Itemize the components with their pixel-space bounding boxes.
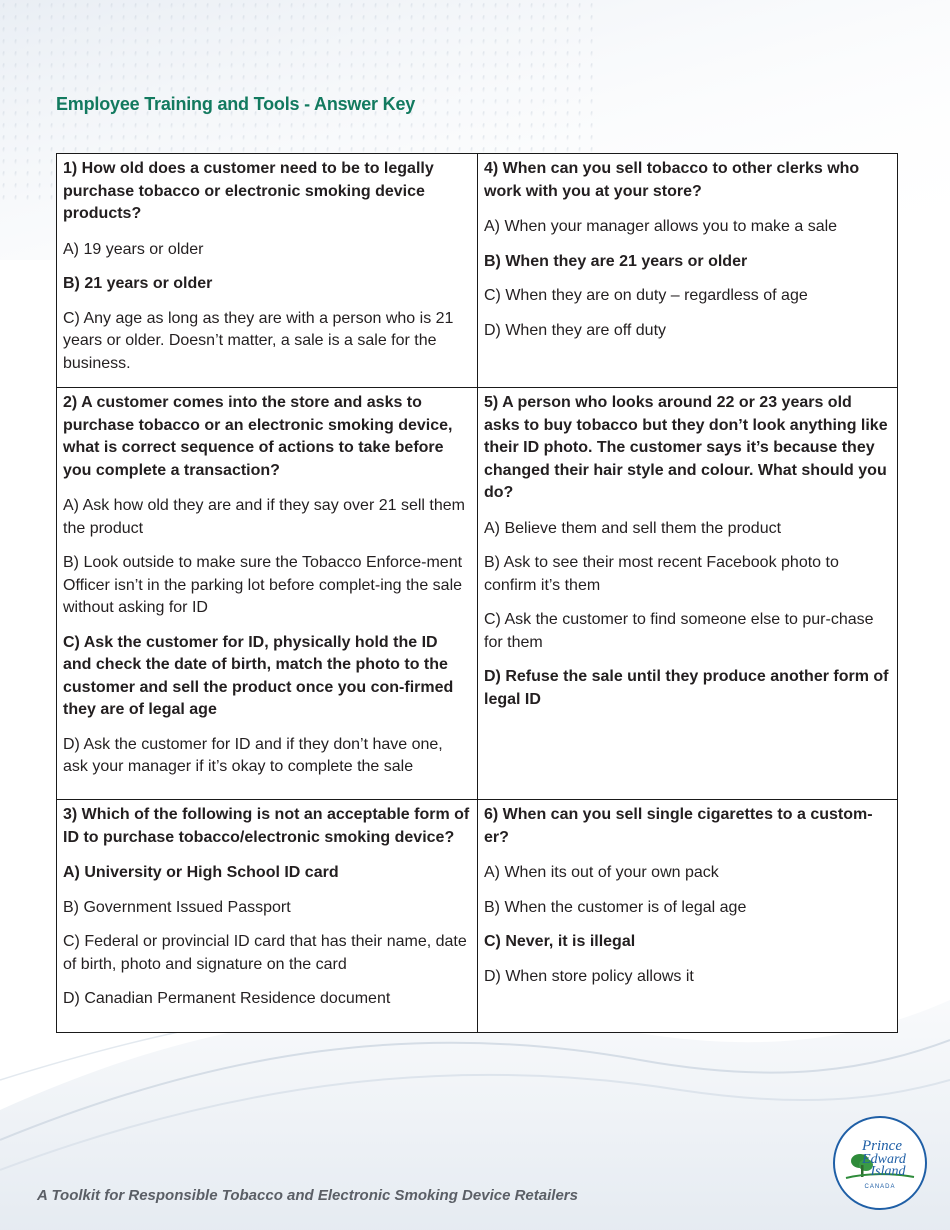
question-text: 3) Which of the following is not an acceptable form of ID to purchase tobacco/electronic smoking device? (63, 806, 470, 846)
correct-answer-option: B) When they are 21 years or older (484, 252, 748, 270)
question-text: 5) A person who looks around 22 or 23 years old asks to buy tobacco but they don’t look anything like their ID photo. The customer says it’s because they changed their hair style and colour. What should you do? (484, 394, 888, 501)
answer-option: D) When they are off duty (484, 321, 667, 339)
question-cell-4 (478, 154, 898, 388)
answer-option: D) Canadian Permanent Residence document (63, 990, 391, 1007)
logo-text-prince: Prince (862, 1138, 902, 1154)
answer-option: D) When store policy allows it (484, 967, 694, 985)
answer-option: C) When they are on duty – regardless of age (484, 287, 808, 304)
answer-option: C) Ask the customer to find someone else to pur-chase for them (484, 611, 874, 651)
answer-option: C) Federal or provincial ID card that has their name, date of birth, photo and signature on the card (63, 933, 467, 973)
page-title: Employee Training and Tools - Answer Key (56, 94, 416, 114)
answer-option: B) Look outside to make sure the Tobacco Enforce-ment Officer isn’t in the parking lot before complet-ing the sale without asking for ID (63, 554, 463, 616)
question-cell-1 (57, 154, 478, 388)
logo-text-canada: CANADA (864, 1184, 896, 1190)
question-cell-3 (57, 800, 478, 1033)
answer-option: B) Ask to see their most recent Facebook photo to confirm it’s them (484, 554, 839, 594)
answer-option: A) When your manager allows you to make a sale (484, 218, 838, 235)
answer-option: B) When the customer is of legal age (484, 898, 747, 916)
answer-option: A) Ask how old they are and if they say over 21 sell them the product (63, 497, 465, 537)
question-text: 2) A customer comes into the store and asks to purchase tobacco or an electronic smoking device, what is correct sequence of actions to take before you complete a transaction? (63, 394, 453, 479)
logo-text-island: Island (870, 1164, 906, 1179)
answer-option: A) Believe them and sell them the product (484, 519, 782, 537)
question-cell-5 (478, 388, 898, 800)
answer-option: B) Government Issued Passport (63, 898, 291, 916)
answer-key-table (56, 153, 898, 1033)
question-text: 4) When can you sell tobacco to other clerks who work with you at your store? (484, 160, 860, 200)
table-row (57, 388, 898, 800)
correct-answer-option: D) Refuse the sale until they produce another form of legal ID (484, 668, 889, 708)
pei-logo (832, 1115, 928, 1211)
table-row (57, 800, 898, 1033)
footer-toolkit-text: A Toolkit for Responsible Tobacco and Electronic Smoking Device Retailers (37, 1187, 578, 1204)
logo-text-edward: Edward (862, 1152, 906, 1167)
answer-option: A) When its out of your own pack (484, 864, 719, 881)
correct-answer-option: C) Never, it is illegal (484, 933, 636, 950)
question-cell-2 (57, 388, 478, 800)
question-cell-6 (478, 800, 898, 1033)
correct-answer-option: C) Ask the customer for ID, physically hold the ID and check the date of birth, match the photo to the customer and sell the product once you con-firmed they are of legal age (63, 633, 454, 718)
question-text: 1) How old does a customer need to be to legally purchase tobacco or electronic smoking device products? (63, 160, 434, 222)
correct-answer-option: A) University or High School ID card (63, 864, 339, 881)
answer-option: D) Ask the customer for ID and if they don’t have one, ask your manager if it’s okay to complete the sale (63, 735, 443, 775)
correct-answer-option: B) 21 years or older (63, 275, 213, 292)
table-row (57, 154, 898, 388)
answer-option: A) 19 years or older (63, 240, 204, 258)
answer-option: C) Any age as long as they are with a person who is 21 years or older. Doesn’t matter, a sale is a sale for the business. (63, 309, 454, 372)
question-text: 6) When can you sell single cigarettes to a custom-er? (484, 806, 873, 846)
